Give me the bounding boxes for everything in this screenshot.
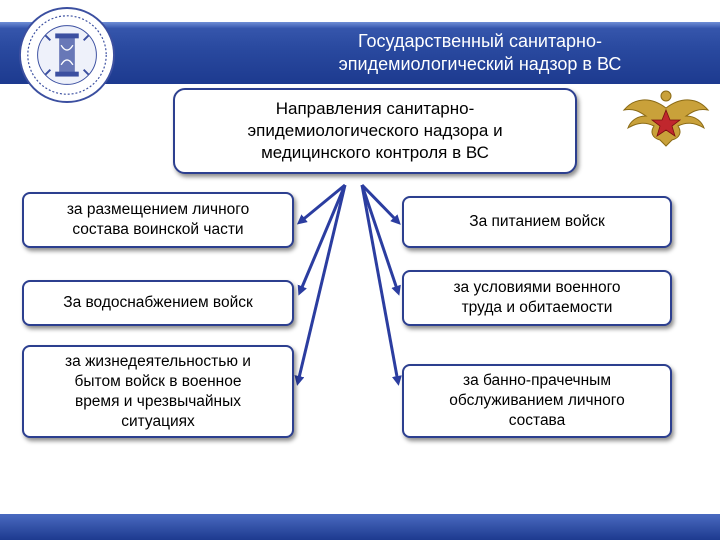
- direction-text: обслуживанием личного: [449, 392, 625, 409]
- direction-box-water-supply: [22, 280, 294, 326]
- direction-text: за жизнедеятельностью и: [65, 352, 251, 370]
- page-title-line-1: Государственный санитарно-: [358, 31, 602, 51]
- direction-text: за размещением личного: [66, 201, 250, 218]
- central-line-3: медицинского контроля в ВС: [261, 143, 489, 162]
- direction-text: состава: [508, 412, 566, 429]
- page-title-line-2: эпидемиологический надзор в ВС: [338, 54, 622, 74]
- direction-box-accommodation: [22, 192, 294, 248]
- central-line-1: Направления санитарно-: [275, 99, 475, 118]
- central-line-2: эпидемиологического надзора и: [247, 121, 503, 140]
- direction-text: За водоснабжением войск: [63, 294, 253, 311]
- direction-text: труда и обитаемости: [461, 299, 613, 316]
- direction-box-nutrition: [402, 196, 672, 248]
- direction-text: ситуациях: [121, 412, 195, 430]
- direction-text: За питанием войск: [469, 213, 605, 230]
- footer-band: [0, 514, 720, 540]
- direction-box-life-activity: [22, 345, 294, 438]
- direction-text: состава воинской части: [72, 221, 244, 238]
- direction-text: бытом войск в военное: [74, 372, 242, 390]
- direction-box-bath-laundry: [402, 364, 672, 438]
- direction-text: время и чрезвычайных: [74, 392, 242, 410]
- central-topic-box: [173, 88, 577, 174]
- direction-text: за условиями военного: [453, 279, 621, 296]
- direction-text: за банно-прачечным: [463, 372, 611, 389]
- direction-box-work-conditions: [402, 270, 672, 326]
